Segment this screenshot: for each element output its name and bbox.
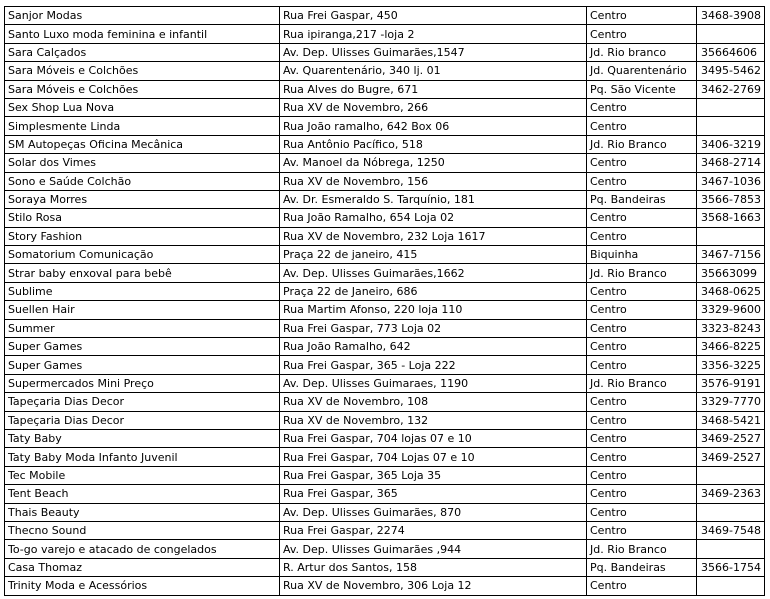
table-row bbox=[5, 135, 765, 153]
business-name-cell[interactable]: Somatorium Comunicação bbox=[5, 246, 280, 264]
district-cell[interactable]: Biquinha bbox=[587, 246, 697, 264]
table-row bbox=[5, 319, 765, 337]
district-cell[interactable]: Centro bbox=[587, 98, 697, 116]
table-row bbox=[5, 282, 765, 300]
table-row bbox=[5, 485, 765, 503]
table-row bbox=[5, 429, 765, 447]
phone-cell[interactable]: 3469-7548 bbox=[697, 521, 765, 539]
business-name-cell[interactable]: Simplesmente Linda bbox=[5, 117, 280, 135]
table-row bbox=[5, 190, 765, 208]
phone-cell[interactable]: 3469-2363 bbox=[697, 485, 765, 503]
district-cell[interactable]: Centro bbox=[587, 25, 697, 43]
phone-cell[interactable]: 3566-1754 bbox=[697, 558, 765, 576]
phone-cell[interactable]: 3329-9600 bbox=[697, 301, 765, 319]
district-cell[interactable]: Centro bbox=[587, 393, 697, 411]
business-name-cell[interactable]: Suellen Hair bbox=[5, 301, 280, 319]
phone-cell[interactable] bbox=[697, 577, 765, 595]
phone-cell[interactable]: 35664606 bbox=[697, 43, 765, 61]
business-name-cell[interactable]: Sono e Saúde Colchão bbox=[5, 172, 280, 190]
business-name-cell[interactable]: Summer bbox=[5, 319, 280, 337]
table-row bbox=[5, 301, 765, 319]
district-cell[interactable]: Centro bbox=[587, 338, 697, 356]
business-name-cell[interactable]: Super Games bbox=[5, 338, 280, 356]
address-cell[interactable]: Av. Manoel da Nóbrega, 1250 bbox=[280, 154, 587, 172]
business-name-cell[interactable]: Casa Thomaz bbox=[5, 558, 280, 576]
address-cell[interactable]: Av. Dr. Esmeraldo S. Tarquínio, 181 bbox=[280, 190, 587, 208]
district-cell[interactable]: Pq. São Vicente bbox=[587, 80, 697, 98]
business-name-cell[interactable]: Sex Shop Lua Nova bbox=[5, 98, 280, 116]
address-cell[interactable]: Av. Dep. Ulisses Guimarães,1547 bbox=[280, 43, 587, 61]
business-name-cell[interactable]: Sara Calçados bbox=[5, 43, 280, 61]
district-cell[interactable]: Centro bbox=[587, 356, 697, 374]
business-name-cell[interactable]: Soraya Morres bbox=[5, 190, 280, 208]
phone-cell[interactable]: 35663099 bbox=[697, 264, 765, 282]
table-row bbox=[5, 246, 765, 264]
district-cell[interactable]: Centro bbox=[587, 319, 697, 337]
phone-cell[interactable]: 3462-2769 bbox=[697, 80, 765, 98]
address-cell[interactable]: Rua Frei Gaspar, 365 - Loja 222 bbox=[280, 356, 587, 374]
business-name-cell[interactable]: Taty Baby bbox=[5, 429, 280, 447]
phone-cell[interactable]: 3467-1036 bbox=[697, 172, 765, 190]
table-row bbox=[5, 374, 765, 392]
phone-cell[interactable]: 3329-7770 bbox=[697, 393, 765, 411]
business-name-cell[interactable]: Sara Móveis e Colchões bbox=[5, 80, 280, 98]
table-row bbox=[5, 98, 765, 116]
district-cell[interactable]: Centro bbox=[587, 577, 697, 595]
business-name-cell[interactable]: Taty Baby Moda Infanto Juvenil bbox=[5, 448, 280, 466]
business-name-cell[interactable]: Tent Beach bbox=[5, 485, 280, 503]
table-row bbox=[5, 393, 765, 411]
address-cell[interactable]: Rua Frei Gaspar, 704 lojas 07 e 10 bbox=[280, 429, 587, 447]
address-cell[interactable]: Rua Frei Gaspar, 365 bbox=[280, 485, 587, 503]
address-cell[interactable]: Rua Frei Gaspar, 773 Loja 02 bbox=[280, 319, 587, 337]
phone-cell[interactable]: 3568-1663 bbox=[697, 209, 765, 227]
phone-cell[interactable] bbox=[697, 227, 765, 245]
district-cell[interactable]: Jd. Quarentenário bbox=[587, 62, 697, 80]
phone-cell[interactable]: 3576-9191 bbox=[697, 374, 765, 392]
phone-cell[interactable] bbox=[697, 540, 765, 558]
address-cell[interactable]: Rua Martim Afonso, 220 loja 110 bbox=[280, 301, 587, 319]
table-row bbox=[5, 209, 765, 227]
address-cell[interactable]: Rua Alves do Bugre, 671 bbox=[280, 80, 587, 98]
phone-cell[interactable]: 3566-7853 bbox=[697, 190, 765, 208]
business-name-cell[interactable]: Sanjor Modas bbox=[5, 7, 280, 25]
phone-cell[interactable]: 3323-8243 bbox=[697, 319, 765, 337]
district-cell[interactable]: Centro bbox=[587, 466, 697, 484]
business-name-cell[interactable]: Thecno Sound bbox=[5, 521, 280, 539]
business-name-cell[interactable]: Sublime bbox=[5, 282, 280, 300]
district-cell[interactable]: Centro bbox=[587, 485, 697, 503]
phone-cell[interactable] bbox=[697, 98, 765, 116]
address-cell[interactable]: Rua Frei Gaspar, 704 Lojas 07 e 10 bbox=[280, 448, 587, 466]
address-cell[interactable]: Rua XV de Novembro, 232 Loja 1617 bbox=[280, 227, 587, 245]
phone-cell[interactable] bbox=[697, 466, 765, 484]
table-row bbox=[5, 466, 765, 484]
address-cell[interactable]: Rua Frei Gaspar, 365 Loja 35 bbox=[280, 466, 587, 484]
address-cell[interactable]: Rua João ramalho, 642 Box 06 bbox=[280, 117, 587, 135]
table-row bbox=[5, 264, 765, 282]
district-cell[interactable]: Centro bbox=[587, 172, 697, 190]
business-name-cell[interactable]: Sara Móveis e Colchões bbox=[5, 62, 280, 80]
business-name-cell[interactable]: To-go varejo e atacado de congelados bbox=[5, 540, 280, 558]
address-cell[interactable]: Av. Dep. Ulisses Guimaraes, 1190 bbox=[280, 374, 587, 392]
table-row bbox=[5, 558, 765, 576]
table-row bbox=[5, 62, 765, 80]
district-cell[interactable]: Centro bbox=[587, 7, 697, 25]
business-name-cell[interactable]: Tapeçaria Dias Decor bbox=[5, 393, 280, 411]
business-name-cell[interactable]: Supermercados Mini Preço bbox=[5, 374, 280, 392]
table-row bbox=[5, 80, 765, 98]
district-cell[interactable]: Centro bbox=[587, 448, 697, 466]
table-row bbox=[5, 448, 765, 466]
phone-cell[interactable] bbox=[697, 25, 765, 43]
district-cell[interactable]: Centro bbox=[587, 521, 697, 539]
address-cell[interactable]: R. Artur dos Santos, 158 bbox=[280, 558, 587, 576]
address-cell[interactable]: Rua XV de Novembro, 132 bbox=[280, 411, 587, 429]
district-cell[interactable]: Centro bbox=[587, 503, 697, 521]
table-row bbox=[5, 227, 765, 245]
address-cell[interactable]: Rua XV de Novembro, 306 Loja 12 bbox=[280, 577, 587, 595]
address-cell[interactable]: Rua João Ramalho, 654 Loja 02 bbox=[280, 209, 587, 227]
phone-cell[interactable]: 3406-3219 bbox=[697, 135, 765, 153]
district-cell[interactable]: Centro bbox=[587, 301, 697, 319]
table-row bbox=[5, 43, 765, 61]
table-row bbox=[5, 338, 765, 356]
address-cell[interactable]: Rua Antônio Pacífico, 518 bbox=[280, 135, 587, 153]
address-cell[interactable]: Rua XV de Novembro, 266 bbox=[280, 98, 587, 116]
address-cell[interactable]: Rua João Ramalho, 642 bbox=[280, 338, 587, 356]
table-row bbox=[5, 7, 765, 25]
table-row bbox=[5, 411, 765, 429]
business-name-cell[interactable]: Stilo Rosa bbox=[5, 209, 280, 227]
business-name-cell[interactable]: Santo Luxo moda feminina e infantil bbox=[5, 25, 280, 43]
address-cell[interactable]: Av. Dep. Ulisses Guimarães,1662 bbox=[280, 264, 587, 282]
district-cell[interactable]: Pq. Bandeiras bbox=[587, 190, 697, 208]
phone-cell[interactable]: 3469-2527 bbox=[697, 448, 765, 466]
address-cell[interactable]: Rua ipiranga,217 -loja 2 bbox=[280, 25, 587, 43]
table-body bbox=[5, 7, 765, 596]
table-row bbox=[5, 521, 765, 539]
address-cell[interactable]: Av. Dep. Ulisses Guimarães, 870 bbox=[280, 503, 587, 521]
phone-cell[interactable]: 3468-3908 bbox=[697, 7, 765, 25]
address-cell[interactable]: Praça 22 de Janeiro, 686 bbox=[280, 282, 587, 300]
phone-cell[interactable]: 3468-2714 bbox=[697, 154, 765, 172]
district-cell[interactable]: Centro bbox=[587, 154, 697, 172]
phone-cell[interactable] bbox=[697, 503, 765, 521]
district-cell[interactable]: Centro bbox=[587, 429, 697, 447]
table-row bbox=[5, 577, 765, 595]
table-row bbox=[5, 503, 765, 521]
table-row bbox=[5, 154, 765, 172]
table-row bbox=[5, 25, 765, 43]
district-cell[interactable]: Centro bbox=[587, 282, 697, 300]
address-cell[interactable]: Av. Quarentenário, 340 lj. 01 bbox=[280, 62, 587, 80]
address-cell[interactable]: Rua XV de Novembro, 156 bbox=[280, 172, 587, 190]
table-row bbox=[5, 540, 765, 558]
phone-cell[interactable]: 3468-5421 bbox=[697, 411, 765, 429]
district-cell[interactable]: Centro bbox=[587, 209, 697, 227]
table-row bbox=[5, 172, 765, 190]
business-directory-table bbox=[4, 6, 765, 596]
address-cell[interactable]: Rua Frei Gaspar, 450 bbox=[280, 7, 587, 25]
district-cell[interactable]: Jd. Rio branco bbox=[587, 43, 697, 61]
business-name-cell[interactable]: SM Autopeças Oficina Mecânica bbox=[5, 135, 280, 153]
district-cell[interactable]: Centro bbox=[587, 117, 697, 135]
phone-cell[interactable]: 3495-5462 bbox=[697, 62, 765, 80]
district-cell[interactable]: Pq. Bandeiras bbox=[587, 558, 697, 576]
business-name-cell[interactable]: Strar baby enxoval para bebê bbox=[5, 264, 280, 282]
table-row bbox=[5, 356, 765, 374]
business-name-cell[interactable]: Trinity Moda e Acessórios bbox=[5, 577, 280, 595]
address-cell[interactable]: Av. Dep. Ulisses Guimarães ,944 bbox=[280, 540, 587, 558]
phone-cell[interactable]: 3466-8225 bbox=[697, 338, 765, 356]
business-name-cell[interactable]: Story Fashion bbox=[5, 227, 280, 245]
district-cell[interactable]: Centro bbox=[587, 227, 697, 245]
business-name-cell[interactable]: Super Games bbox=[5, 356, 280, 374]
phone-cell[interactable]: 3356-3225 bbox=[697, 356, 765, 374]
district-cell[interactable]: Jd. Rio Branco bbox=[587, 540, 697, 558]
district-cell[interactable]: Jd. Rio Branco bbox=[587, 264, 697, 282]
address-cell[interactable]: Praça 22 de janeiro, 415 bbox=[280, 246, 587, 264]
district-cell[interactable]: Centro bbox=[587, 411, 697, 429]
phone-cell[interactable]: 3468-0625 bbox=[697, 282, 765, 300]
business-name-cell[interactable]: Tapeçaria Dias Decor bbox=[5, 411, 280, 429]
address-cell[interactable]: Rua Frei Gaspar, 2274 bbox=[280, 521, 587, 539]
business-name-cell[interactable]: Tec Mobile bbox=[5, 466, 280, 484]
business-name-cell[interactable]: Solar dos Vimes bbox=[5, 154, 280, 172]
table-row bbox=[5, 117, 765, 135]
district-cell[interactable]: Jd. Rio Branco bbox=[587, 135, 697, 153]
phone-cell[interactable]: 3467-7156 bbox=[697, 246, 765, 264]
district-cell[interactable]: Jd. Rio Branco bbox=[587, 374, 697, 392]
business-name-cell[interactable]: Thais Beauty bbox=[5, 503, 280, 521]
address-cell[interactable]: Rua XV de Novembro, 108 bbox=[280, 393, 587, 411]
phone-cell[interactable]: 3469-2527 bbox=[697, 429, 765, 447]
phone-cell[interactable] bbox=[697, 117, 765, 135]
